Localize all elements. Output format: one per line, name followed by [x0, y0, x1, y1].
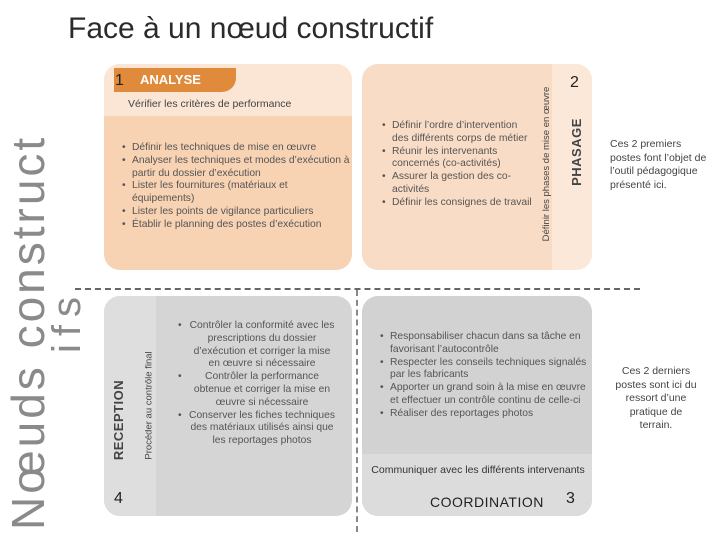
- list-item: • Conserver les fiches techniques des matériaux utilisés ainsi que les reportages photos: [188, 410, 336, 448]
- page-title: Face à un nœud constructif: [68, 12, 434, 45]
- analyse-list: [120, 142, 352, 232]
- note-bottom: Ces 2 derniers postes sont ici du ressort d’une pratique de terrain.: [615, 365, 697, 431]
- coordination-number: 3: [566, 490, 575, 507]
- reception-subtitle: Procéder au contrôle final: [143, 351, 155, 460]
- list-item: • Responsabiliser chacun dans sa tâche en favorisant l’autocontrôle: [390, 331, 596, 357]
- list-item: • Réaliser des reportages photos: [390, 408, 596, 421]
- list-item: • Lister les points de vigilance particuliers: [132, 206, 352, 219]
- coordination-list: [378, 331, 596, 421]
- list-item: • Apporter un grand soin à la mise en œuvre et effectuer un contrôle continu de celle-ci: [390, 382, 596, 408]
- note-top: Ces 2 premiers postes font l’objet de l’outil pédagogique présenté ici.: [610, 138, 707, 191]
- phasage-subtitle: Définir les phases de mise en œuvre: [541, 86, 552, 242]
- list-item: • Établir le planning des postes d’exécution: [132, 219, 352, 232]
- list-item: • Contrôler la performance obtenue et corriger la mise en œuvre si nécessaire: [188, 371, 336, 409]
- background-vertical-text: Nœuds construct: [2, 134, 54, 530]
- reception-list: [176, 320, 336, 448]
- vertical-divider: [356, 290, 358, 532]
- list-item: • Assurer la gestion des co-activités: [392, 171, 532, 197]
- phasage-label: PHASAGE: [569, 118, 584, 186]
- coordination-subtitle: Communiquer avec les différents intervenants: [371, 464, 585, 476]
- phasage-list: [380, 120, 532, 210]
- reception-number: 4: [114, 490, 123, 507]
- analyse-subtitle: Vérifier les critères de performance: [128, 98, 292, 110]
- list-item: • Analyser les techniques et modes d’exécution à partir du dossier d’exécution: [132, 155, 352, 181]
- list-item: • Définir l’ordre d’intervention des différents corps de métier: [392, 120, 532, 146]
- list-item: • Définir les techniques de mise en œuvre: [132, 142, 352, 155]
- analyse-tab: ANALYSE: [114, 68, 236, 92]
- list-item: • Définir les consignes de travail: [392, 197, 532, 210]
- phasage-number: 2: [570, 74, 579, 91]
- background-vertical-text-suffix: ifs: [45, 289, 89, 353]
- list-item: • Respecter les conseils techniques signalés par les fabricants: [390, 357, 596, 383]
- analyse-number: 1: [115, 72, 124, 89]
- list-item: • Lister les fournitures (matériaux et équipements): [132, 180, 352, 206]
- reception-label: RECEPTION: [111, 379, 126, 461]
- coordination-label: COORDINATION: [430, 494, 544, 510]
- list-item: • Réunir les intervenants concernés (co-activités): [392, 146, 532, 172]
- list-item: • Contrôler la conformité avec les prescriptions du dossier d’exécution et corriger la mise en œuvre si nécessaire: [188, 320, 336, 371]
